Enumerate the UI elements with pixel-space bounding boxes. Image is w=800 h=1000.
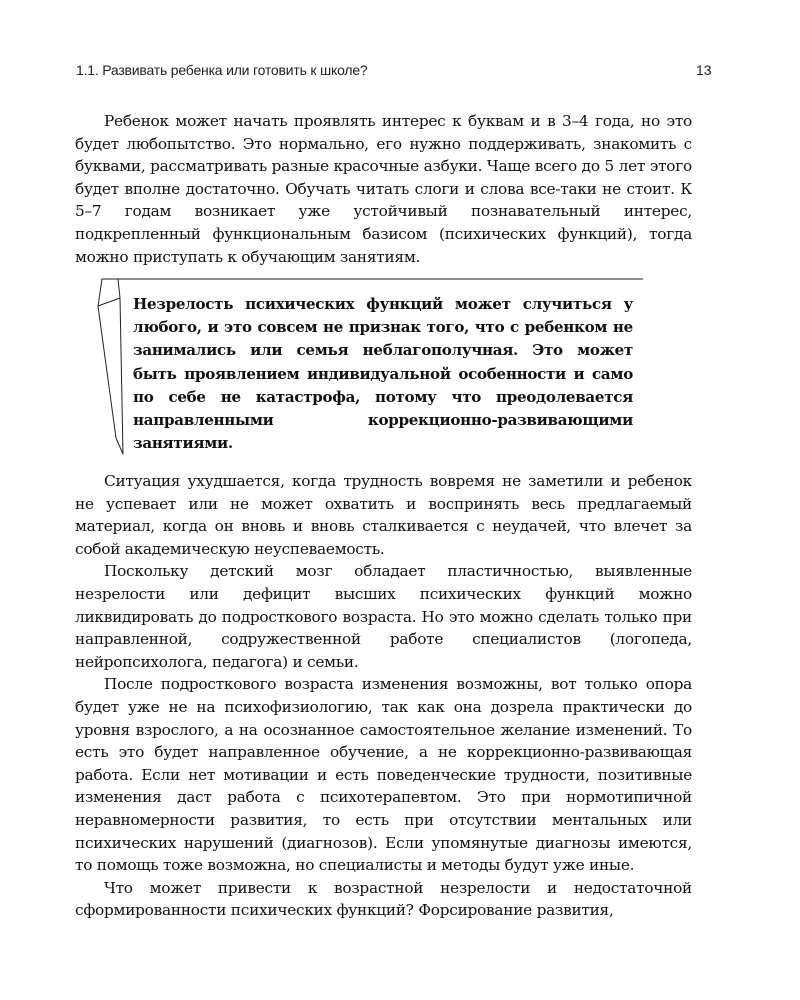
paragraph-intro: Ребенок может начать проявлять интерес к буквам и в 3–4 года, но это будет любопытство. Это нормально, его нужно поддерживать, знакомить с буквами, рассматривать разные красочные азбуки. Чаще всего до 5 лет этого будет вполне достаточно. Обучать читать слоги и слова все-таки не стоит. К 5–7 годам возникает уже устойчивый познавательный интерес, подкрепленный функциональным базисом (психических функций), тогда можно приступать к обучающим занятиям. bbox=[75, 112, 692, 266]
paragraph: Ситуация ухудшается, когда трудность вовремя не заметили и ребенок не успевает или не может охватить и воспринять весь предлагаемый материал, когда он вновь и вновь сталкивается с неудачей, что влечет за собой академическую неуспеваемость. bbox=[75, 472, 692, 558]
paragraph: Поскольку детский мозг обладает пластичностью, выявленные незрелости или дефицит высших психических функций можно ликвидировать до подросткового возраста. Но это можно сделать только при направленной, содружественной работе специалистов (логопеда, нейропсихолога, педагога) и семьи. bbox=[75, 562, 692, 671]
paragraph: После подросткового возраста изменения возможны, вот только опора будет уже не на психофизиологию, так как она дозрела практически до уровня взрослого, а на осознанное самостоятельное желание изменений. То есть это будет направленное обучение, а не коррекционно-развивающая работа. Если нет мотивации и есть поведенческие трудности, позитивные изменения даст работа с психотерапевтом. Это при нормотипичной неравномерности развития, то есть при отсутствии ментальных или психических нарушений (диагнозов). Если упомянутые диагнозы имеются, то помощь тоже возможна, но специалисты и методы будут уже иные. bbox=[75, 675, 692, 875]
page-number: 13 bbox=[696, 62, 712, 78]
callout-text: Незрелость психических функций может случиться у любого, и это совсем не признак того, что с ребенком не занимались или семья неблагополучная. Это может быть проявлением индивидуальной особенности и само по себе не катастрофа, потому что преодолевается направленными коррекционно-развивающими занятиями. bbox=[133, 295, 633, 453]
paragraph: Что может привести к возрастной незрелости и недостаточной сформированности психических функций? Форсирование развития, bbox=[75, 878, 692, 920]
running-head-title: 1.1. Развивать ребенка или готовить к школе? bbox=[76, 62, 368, 78]
body-paragraphs bbox=[75, 470, 692, 922]
callout-box bbox=[88, 276, 648, 456]
